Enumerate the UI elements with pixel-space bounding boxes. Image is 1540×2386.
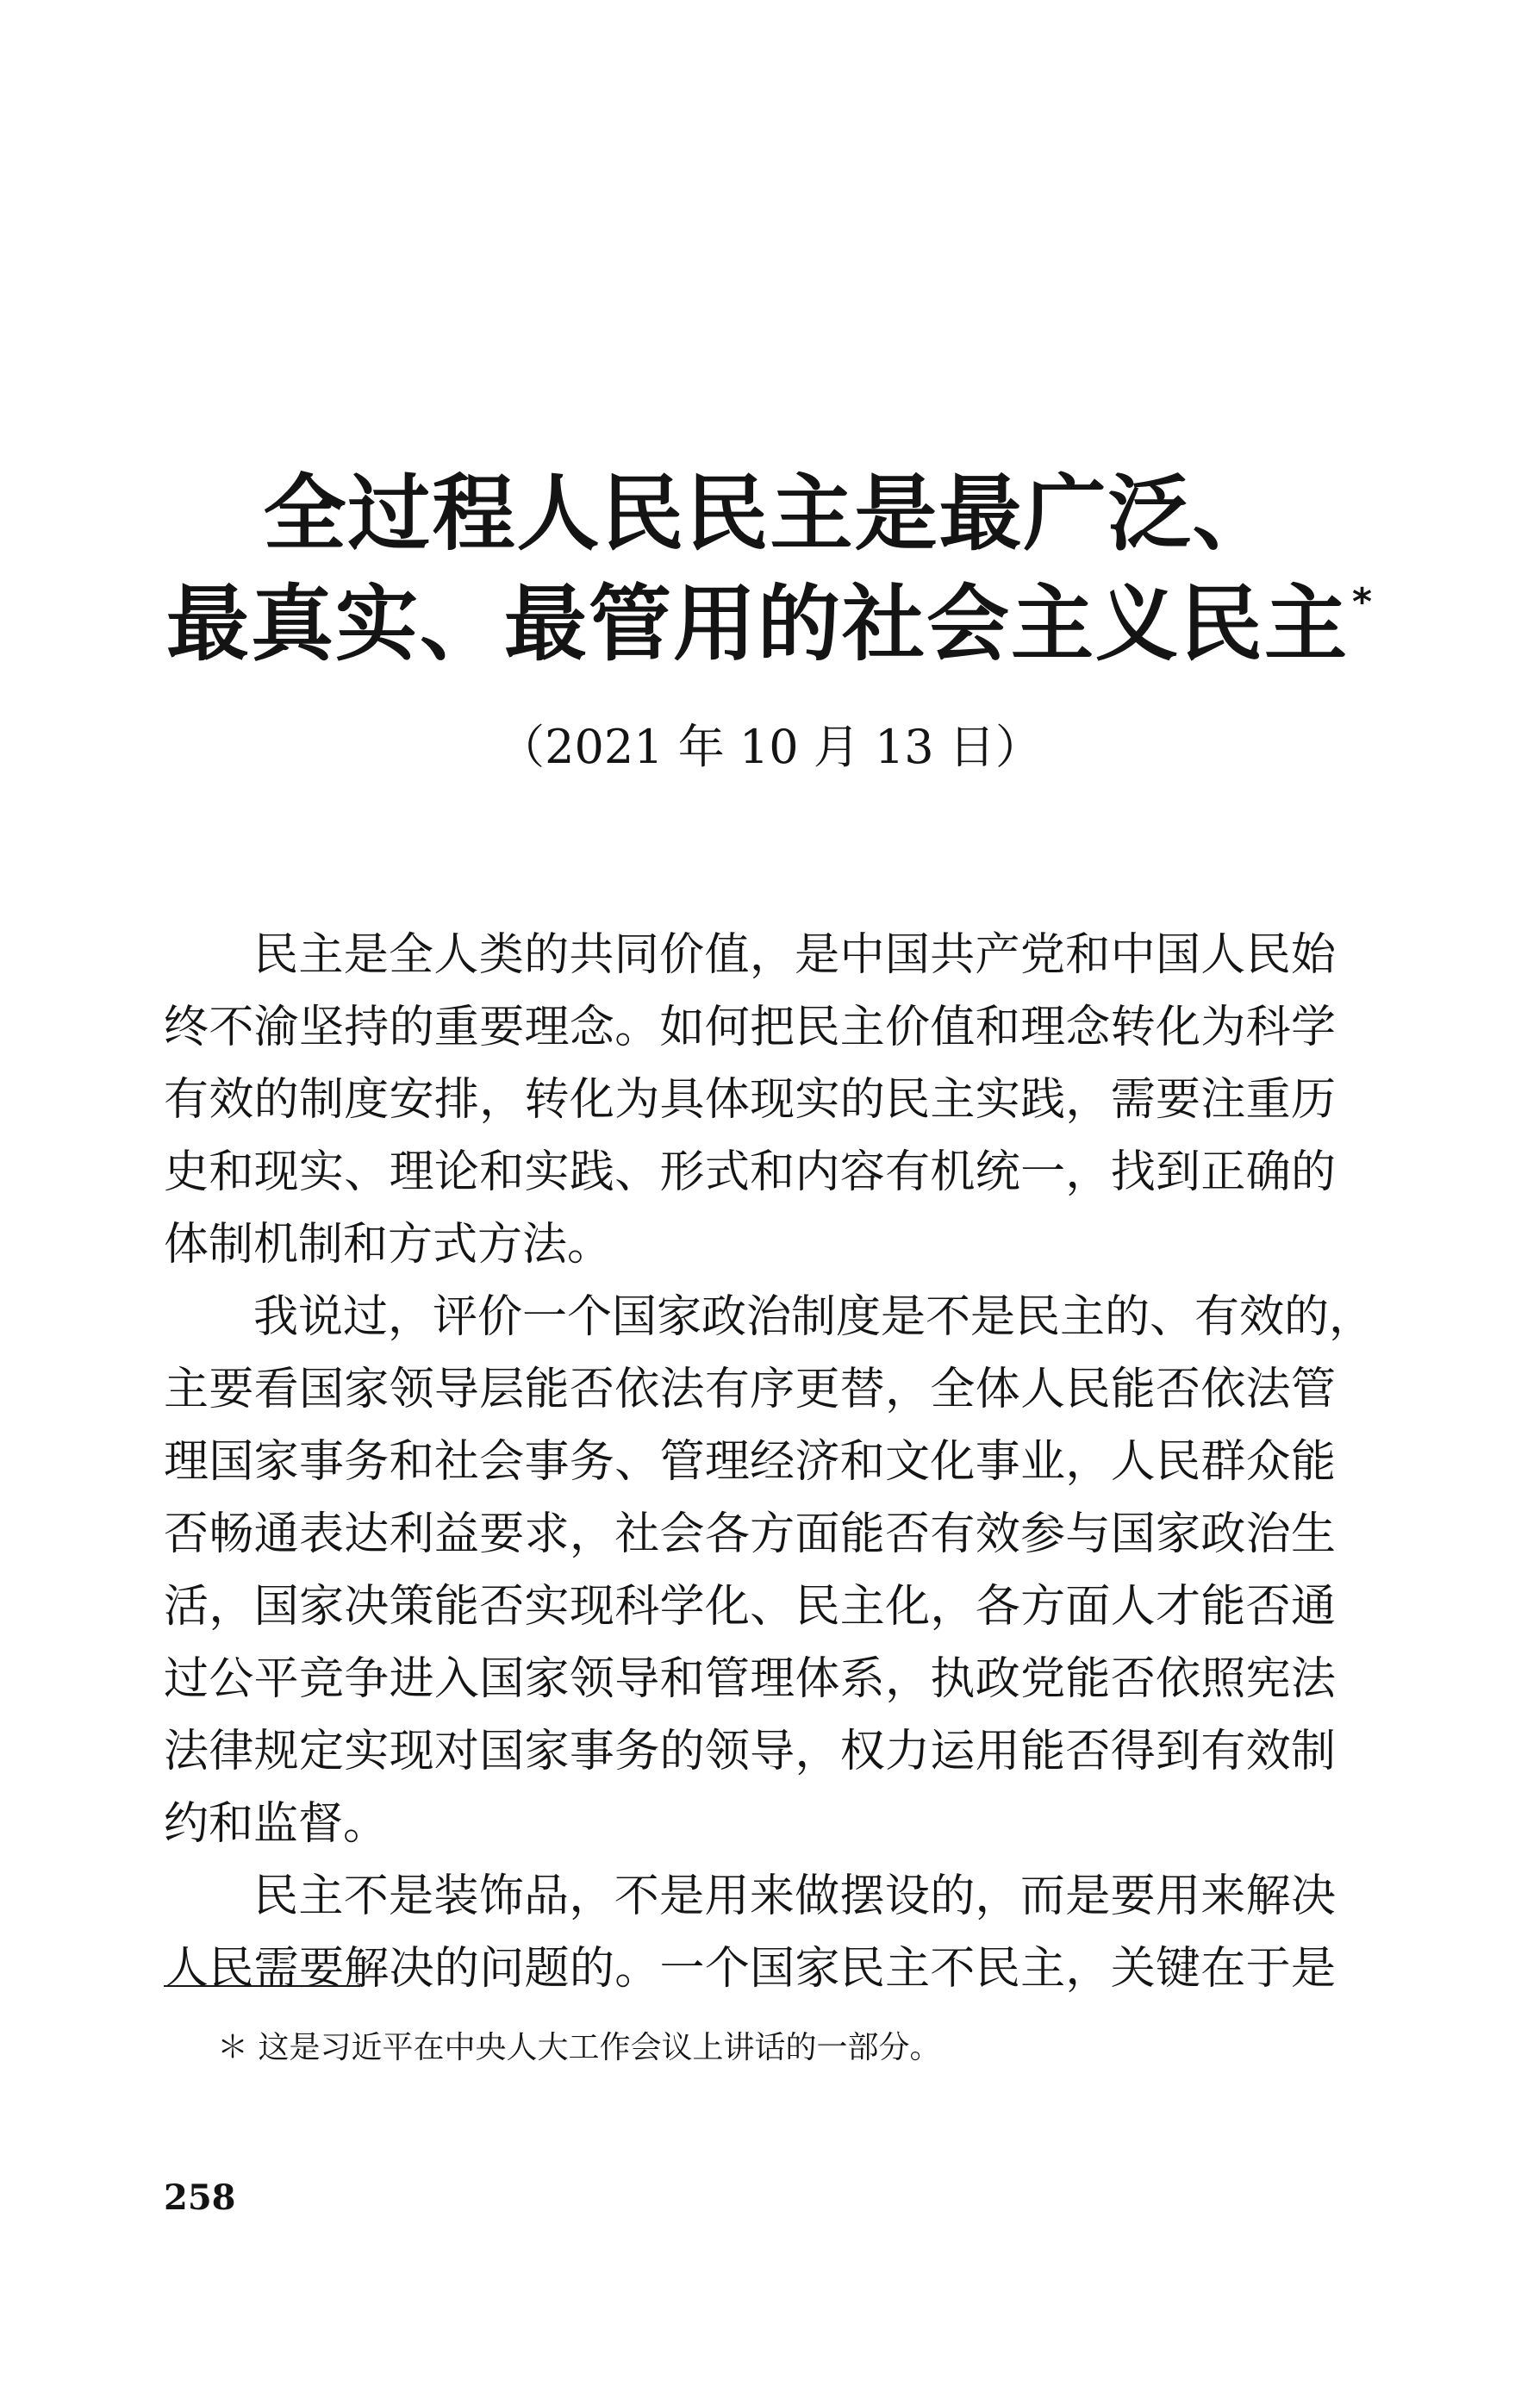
footnote-divider	[164, 1985, 360, 1987]
title-line-1: 全过程人民民主是最广泛、	[263, 465, 1277, 562]
body-line: 理国家事务和社会事务、管理经济和文化事业，人民群众能	[164, 1436, 1336, 1488]
body-line: 否畅通表达利益要求，社会各方面能否有效参与国家政治生	[164, 1508, 1336, 1560]
body-line: 有效的制度安排，转化为具体现实的民主实践，需要注重历	[164, 1074, 1336, 1126]
title-footnote-mark: *	[1351, 580, 1374, 624]
body-line: 民主不是装饰品，不是用来做摆设的，而是要用来解决	[253, 1871, 1336, 1922]
title-line-2-text: 最真实、最管用的社会主义民主	[165, 576, 1349, 672]
body-line: 终不渝坚持的重要理念。如何把民主价值和理念转化为科学	[164, 1002, 1336, 1053]
body-line: 体制机制和方式方法。	[164, 1219, 613, 1271]
page-number: 258	[164, 2177, 236, 2218]
body-line: 约和监督。	[164, 1798, 389, 1850]
body-line: 人民需要解决的问题的。一个国家民主不民主，关键在于是	[164, 1943, 1336, 1995]
title-line-2	[0, 576, 1540, 672]
body-line: 过公平竞争进入国家领导和管理体系，执政党能否依照宪法	[164, 1653, 1336, 1705]
body-line: 我说过，评价一个国家政治制度是不是民主的、有效的，	[253, 1291, 1375, 1343]
body-line: 民主是全人类的共同价值，是中国共产党和中国人民始	[253, 929, 1336, 981]
footnote: ＊ 这是习近平在中央人大工作会议上讲话的一部分。	[217, 2030, 941, 2065]
speech-date: （2021 年 10 月 13 日）	[498, 720, 1042, 774]
body-line: 主要看国家领导层能否依法有序更替，全体人民能否依法管	[164, 1364, 1336, 1415]
body-line: 活，国家决策能否实现科学化、民主化，各方面人才能否通	[164, 1581, 1336, 1633]
body-line: 史和现实、理论和实践、形式和内容有机统一，找到正确的	[164, 1146, 1336, 1198]
body-line: 法律规定实现对国家事务的领导，权力运用能否得到有效制	[164, 1726, 1336, 1777]
